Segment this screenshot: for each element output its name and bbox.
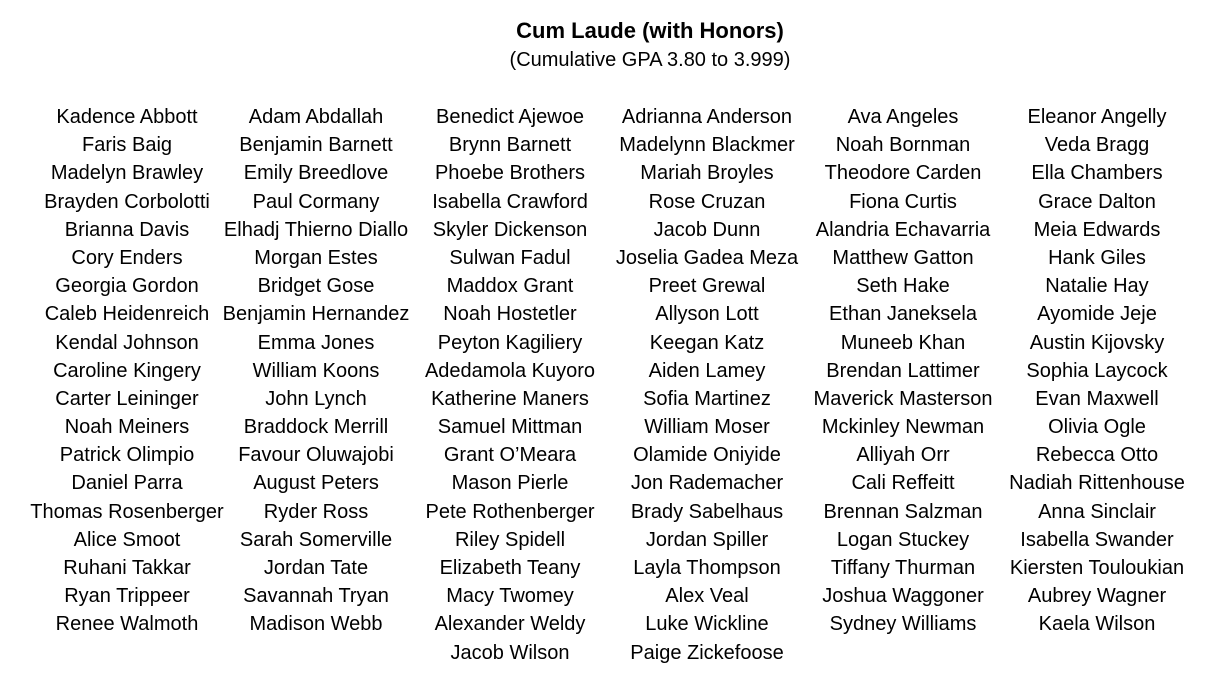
honoree-name: Cali Reffeitt	[851, 472, 955, 495]
page-title: Cum Laude (with Honors)	[516, 18, 784, 43]
honoree-name: Renee Walmoth	[55, 613, 199, 636]
honoree-name: Ella Chambers	[1031, 162, 1163, 185]
honoree-name: Kadence Abbott	[56, 106, 198, 128]
honoree-name: Maddox Grant	[446, 275, 574, 298]
honoree-name: Adedamola Kuyoro	[424, 359, 596, 382]
name-row	[0, 357, 1213, 385]
honoree-name: Ayomide Jeje	[1037, 303, 1157, 326]
honoree-name: Elhadj Thierno Diallo	[223, 218, 409, 241]
honoree-name: Alandria Echavarria	[815, 218, 991, 241]
honoree-name: Noah Hostetler	[443, 303, 577, 326]
name-row	[0, 498, 1213, 526]
honoree-name: Nadiah Rittenhouse	[1009, 472, 1185, 495]
honoree-name: Brayden Corbolotti	[44, 190, 210, 213]
honoree-name: Olamide Oniyide	[633, 444, 781, 467]
name-row	[0, 610, 1213, 638]
honoree-name: Jon Rademacher	[630, 472, 784, 495]
honoree-name: Isabella Crawford	[432, 190, 588, 213]
honoree-name: Savannah Tryan	[243, 585, 389, 608]
honoree-name: Alice Smoot	[73, 528, 181, 551]
honoree-name: Evan Maxwell	[1035, 387, 1159, 410]
honoree-name: Madison Webb	[249, 613, 383, 636]
honoree-name: John Lynch	[265, 387, 367, 410]
honoree-name: Jacob Wilson	[450, 641, 570, 664]
honoree-name: August Peters	[253, 472, 379, 495]
honoree-name: Rose Cruzan	[648, 190, 766, 213]
honoree-name: Caleb Heidenreich	[44, 303, 210, 326]
honoree-name: Eleanor Angelly	[1027, 106, 1167, 128]
honoree-name: Jacob Dunn	[653, 218, 761, 241]
honoree-name: Adam Abdallah	[248, 106, 384, 128]
honoree-name: Madelynn Blackmer	[619, 134, 795, 157]
honoree-name: Jordan Tate	[263, 557, 369, 579]
honoree-name: Brady Sabelhaus	[630, 500, 784, 523]
honoree-name: Pete Rothenberger	[425, 500, 595, 523]
honoree-name: Theodore Carden	[824, 162, 982, 185]
honoree-name: Ava Angeles	[847, 106, 959, 128]
name-row	[0, 469, 1213, 497]
honoree-name: Bridget Gose	[257, 275, 375, 298]
name-row	[0, 131, 1213, 159]
honoree-name: Madelyn Brawley	[50, 162, 204, 185]
name-row	[0, 385, 1213, 413]
honoree-name: Brianna Davis	[64, 218, 190, 241]
honoree-name: Paul Cormany	[252, 190, 380, 213]
honoree-name: Alliyah Orr	[856, 444, 950, 467]
honoree-name: Mckinley Newman	[821, 416, 985, 439]
page-subtitle: (Cumulative GPA 3.80 to 3.999)	[509, 49, 791, 71]
name-row	[0, 103, 1213, 131]
honoree-name: Alex Veal	[665, 585, 749, 608]
honoree-name: Sophia Laycock	[1026, 359, 1168, 382]
name-row	[0, 216, 1213, 244]
honoree-name: Rebecca Otto	[1035, 444, 1159, 467]
honoree-name: Caroline Kingery	[53, 359, 201, 382]
honoree-name: Sarah Somerville	[239, 528, 393, 551]
honoree-name: Mason Pierle	[451, 472, 569, 495]
name-row	[0, 272, 1213, 300]
name-row	[0, 329, 1213, 357]
honoree-name: Ruhani Takkar	[63, 557, 191, 579]
honoree-name: Sydney Williams	[829, 613, 977, 636]
honoree-name: Cory Enders	[71, 246, 183, 269]
honoree-name: Olivia Ogle	[1048, 416, 1146, 439]
honoree-name: Natalie Hay	[1045, 275, 1149, 298]
honoree-name: Austin Kijovsky	[1029, 331, 1165, 354]
honoree-name: Allyson Lott	[655, 303, 759, 326]
honoree-name: Kaela Wilson	[1038, 613, 1156, 636]
honoree-name: Layla Thompson	[633, 557, 781, 579]
honoree-name: Morgan Estes	[254, 246, 378, 269]
honoree-name: Patrick Olimpio	[59, 444, 195, 467]
honoree-name: Thomas Rosenberger	[30, 500, 224, 523]
honoree-name: Fiona Curtis	[849, 190, 957, 213]
honoree-name: Carter Leininger	[55, 387, 199, 410]
honoree-name: Veda Bragg	[1044, 134, 1150, 157]
honoree-name: Kendal Johnson	[55, 331, 199, 354]
honoree-name: Noah Bornman	[835, 134, 971, 157]
name-row	[0, 582, 1213, 610]
name-row	[0, 300, 1213, 328]
honoree-name: Brendan Lattimer	[826, 359, 980, 382]
honoree-name: Brennan Salzman	[823, 500, 983, 523]
honoree-name: Meia Edwards	[1033, 218, 1161, 241]
honoree-name: William Koons	[252, 359, 380, 382]
name-row	[0, 526, 1213, 554]
honoree-name: Sulwan Fadul	[449, 246, 571, 269]
honoree-name: Grace Dalton	[1038, 190, 1156, 213]
honoree-name: Benedict Ajewoe	[436, 106, 584, 128]
name-row	[0, 159, 1213, 187]
name-row	[0, 554, 1213, 582]
honoree-name: Benjamin Hernandez	[222, 303, 410, 326]
honoree-name: Sofia Martinez	[643, 387, 771, 410]
name-row	[0, 413, 1213, 441]
honoree-name: Georgia Gordon	[55, 275, 199, 298]
honoree-name: Samuel Mittman	[437, 416, 583, 439]
honoree-name: Ryan Trippeer	[64, 585, 190, 608]
name-row	[0, 441, 1213, 469]
honor-roll-grid	[0, 103, 1213, 667]
honoree-name: Elizabeth Teany	[439, 557, 581, 579]
honoree-name: Preet Grewal	[648, 275, 766, 298]
name-row	[0, 188, 1213, 216]
honoree-name: Logan Stuckey	[836, 528, 970, 551]
honoree-name: Tiffany Thurman	[830, 557, 976, 579]
honoree-name: Luke Wickline	[645, 613, 769, 636]
honoree-name: Aubrey Wagner	[1027, 585, 1167, 608]
honoree-name: Grant O’Meara	[443, 444, 577, 467]
honoree-name: Isabella Swander	[1020, 528, 1174, 551]
honoree-name: Kiersten Touloukian	[1009, 557, 1185, 579]
honoree-name: Peyton Kagiliery	[437, 331, 583, 354]
honoree-name: Katherine Maners	[431, 387, 589, 410]
honoree-name: Phoebe Brothers	[434, 162, 586, 185]
honoree-name: Jordan Spiller	[645, 528, 769, 551]
honoree-name: Adrianna Anderson	[621, 106, 793, 128]
honoree-name: Joselia Gadea Meza	[615, 246, 799, 269]
honoree-name: Hank Giles	[1048, 246, 1146, 269]
honoree-name: Faris Baig	[81, 134, 173, 157]
honoree-name: Noah Meiners	[64, 416, 190, 439]
honoree-name: Ethan Janeksela	[829, 303, 977, 326]
name-row	[0, 639, 1213, 667]
honoree-name: Mariah Broyles	[640, 162, 774, 185]
honoree-name: Aiden Lamey	[648, 359, 766, 382]
honoree-name: Braddock Merrill	[243, 416, 389, 439]
honoree-name: Matthew Gatton	[832, 246, 974, 269]
honoree-name: Alexander Weldy	[434, 613, 586, 636]
honoree-name: Maverick Masterson	[813, 387, 993, 410]
honoree-name: Benjamin Barnett	[239, 134, 393, 157]
honoree-name: Riley Spidell	[454, 528, 566, 551]
honoree-name: Favour Oluwajobi	[238, 444, 394, 467]
honoree-name: Emma Jones	[257, 331, 375, 354]
honoree-name: Muneeb Khan	[840, 331, 966, 354]
honoree-name: Macy Twomey	[446, 585, 574, 608]
honoree-name: Seth Hake	[856, 275, 950, 298]
honoree-name: Emily Breedlove	[243, 162, 389, 185]
honoree-name: Daniel Parra	[71, 472, 183, 495]
honoree-name: Joshua Waggoner	[822, 585, 984, 608]
honoree-name: Keegan Katz	[649, 331, 765, 354]
name-row	[0, 244, 1213, 272]
honoree-name: Paige Zickefoose	[630, 641, 784, 664]
honoree-name: Ryder Ross	[263, 500, 369, 523]
honoree-name: Skyler Dickenson	[432, 218, 588, 241]
honoree-name: William Moser	[644, 416, 770, 439]
honoree-name: Brynn Barnett	[448, 134, 572, 157]
honoree-name: Anna Sinclair	[1038, 500, 1156, 523]
